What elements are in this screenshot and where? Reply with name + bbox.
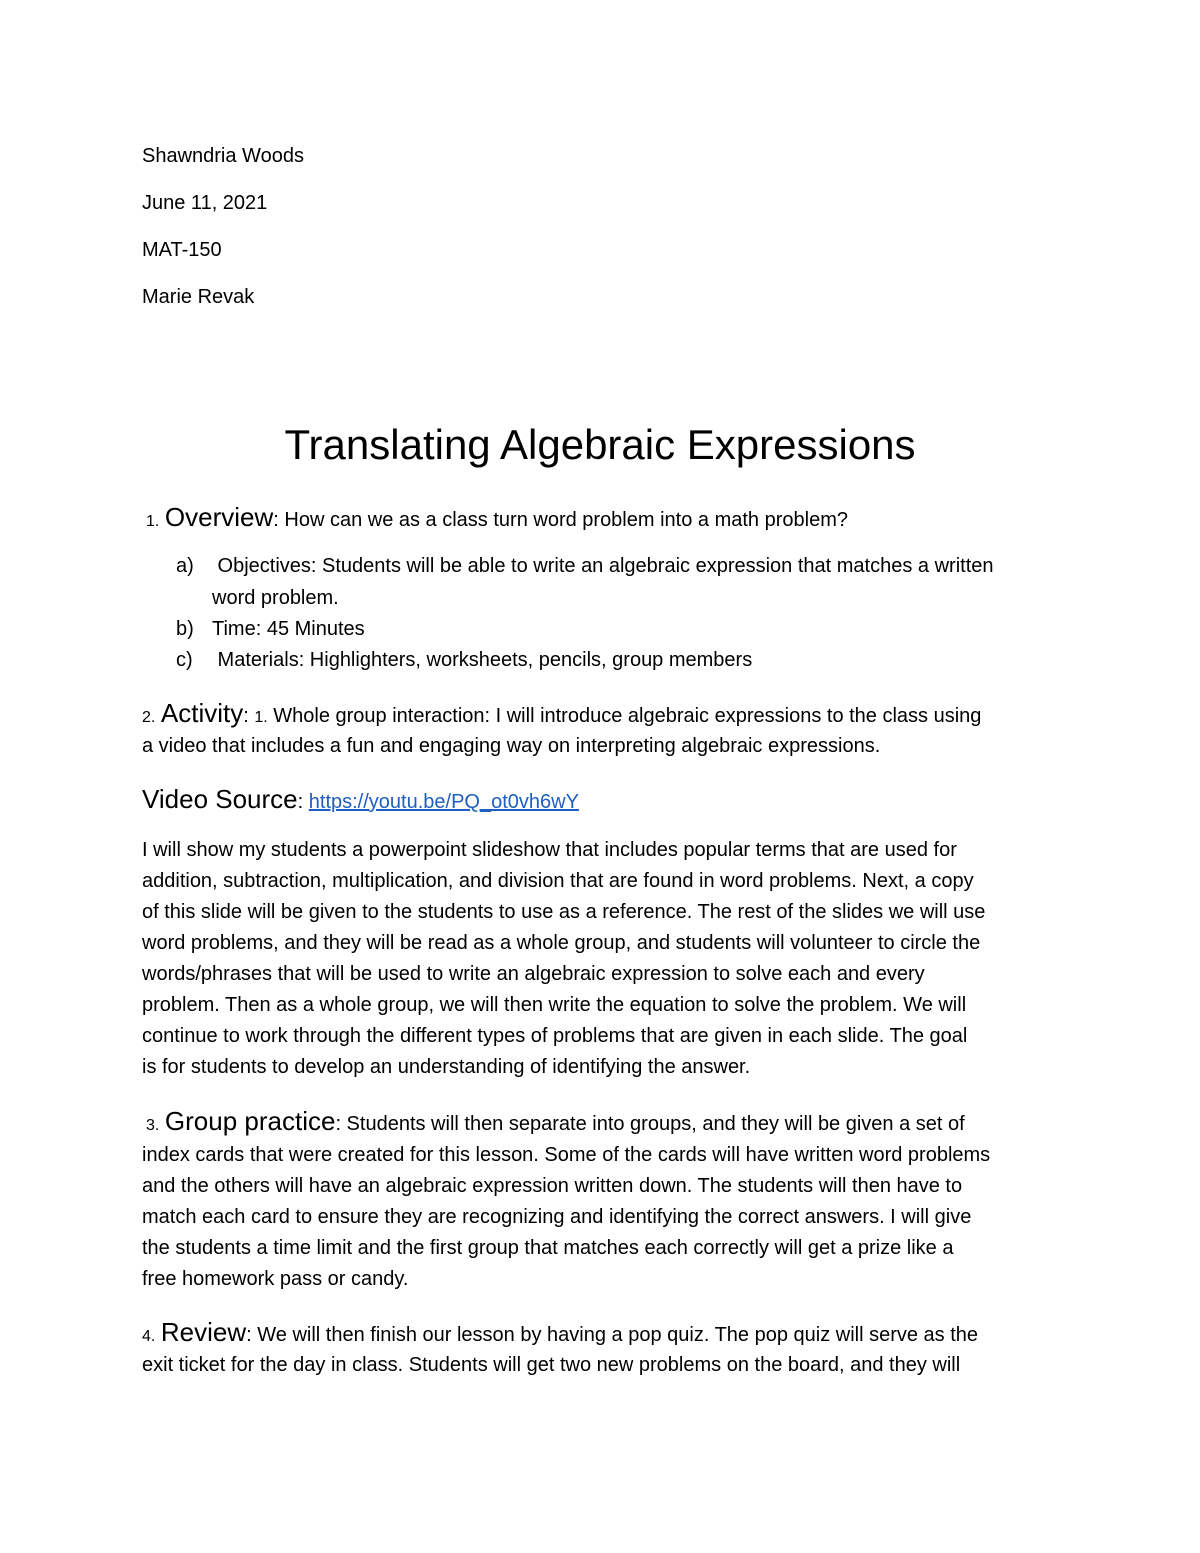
group-practice-number: 3. xyxy=(146,1117,160,1134)
activity-number: 2. xyxy=(142,709,156,726)
author-name: Shawndria Woods xyxy=(142,145,304,167)
item-text: Objectives: Students will be able to write an algebraic expression that matches a written xyxy=(212,555,994,577)
activity-line-2: a video that includes a fun and engaging way on interpreting algebraic expressions. xyxy=(142,735,881,757)
overview-heading: Overview xyxy=(164,502,274,532)
item-text: Materials: Highlighters, worksheets, pencils, group members xyxy=(212,649,753,671)
item-marker: a) xyxy=(176,555,194,577)
activity-text: Whole group interaction: I will introduce algebraic expressions to the class using xyxy=(267,705,982,727)
paragraph-line: addition, subtraction, multiplication, and division that are found in word problems. Next, a copy xyxy=(142,870,974,892)
overview-item-a-continued: word problem. xyxy=(212,587,339,609)
review-heading-line xyxy=(142,1319,978,1350)
overview-number: 1. xyxy=(146,513,160,530)
review-heading: Review xyxy=(160,1317,247,1347)
group-practice-text: : Students will then separate into groups, and they will be given a set of xyxy=(335,1113,965,1135)
paragraph-line: words/phrases that will be used to write an algebraic expression to solve each and every xyxy=(142,963,925,985)
document-title: Translating Algebraic Expressions xyxy=(284,421,916,468)
video-source-link[interactable]: https://youtu.be/PQ_ot0vh6wY xyxy=(308,791,579,813)
activity-sub-number: 1. xyxy=(254,709,268,726)
video-source-label: Video Source xyxy=(142,784,298,814)
item-marker: b) xyxy=(176,618,194,640)
group-practice-heading-line xyxy=(146,1108,965,1139)
group-practice-line: match each card to ensure they are recognizing and identifying the correct answers. I will give xyxy=(142,1206,972,1228)
paragraph-line: is for students to develop an understanding of identifying the answer. xyxy=(142,1056,751,1078)
item-text: Time: 45 Minutes xyxy=(212,618,365,640)
review-text: : We will then finish our lesson by having a pop quiz. The pop quiz will serve as the xyxy=(246,1324,979,1346)
instructor-name: Marie Revak xyxy=(142,286,255,308)
review-number: 4. xyxy=(142,1328,156,1345)
paragraph-line: problem. Then as a whole group, we will then write the equation to solve the problem. We will xyxy=(142,994,967,1016)
activity-heading-line xyxy=(142,700,981,731)
document-date: June 11, 2021 xyxy=(142,192,268,214)
overview-text: : How can we as a class turn word problem into a math problem? xyxy=(273,509,848,531)
group-practice-line: index cards that were created for this lesson. Some of the cards will have written word problems xyxy=(142,1144,991,1166)
review-line-2: exit ticket for the day in class. Students will get two new problems on the board, and they will xyxy=(142,1354,961,1376)
overview-item-b xyxy=(176,616,365,642)
item-marker: c) xyxy=(176,649,193,671)
course-code: MAT-150 xyxy=(142,239,222,261)
group-practice-line: the students a time limit and the first group that matches each correctly will get a prize like a xyxy=(142,1237,954,1259)
video-source-line xyxy=(142,786,579,815)
group-practice-heading: Group practice xyxy=(164,1106,336,1136)
paragraph-line: continue to work through the different types of problems that are given in each slide. The goal xyxy=(142,1025,968,1047)
group-practice-line: and the others will have an algebraic expression written down. The students will then have to xyxy=(142,1175,963,1197)
paragraph-line: word problems, and they will be read as a whole group, and students will volunteer to circle the xyxy=(142,932,981,954)
paragraph-line: of this slide will be given to the students to use as a reference. The rest of the slides we will use xyxy=(142,901,986,923)
paragraph-line: I will show my students a powerpoint slideshow that includes popular terms that are used for xyxy=(142,839,957,861)
video-source-colon: : xyxy=(297,791,309,813)
activity-heading: Activity xyxy=(160,698,244,728)
group-practice-line: free homework pass or candy. xyxy=(142,1268,409,1290)
overview-heading-line xyxy=(146,504,848,535)
overview-item-a xyxy=(176,553,994,579)
activity-colon: : xyxy=(243,705,249,727)
overview-item-c xyxy=(176,647,752,673)
